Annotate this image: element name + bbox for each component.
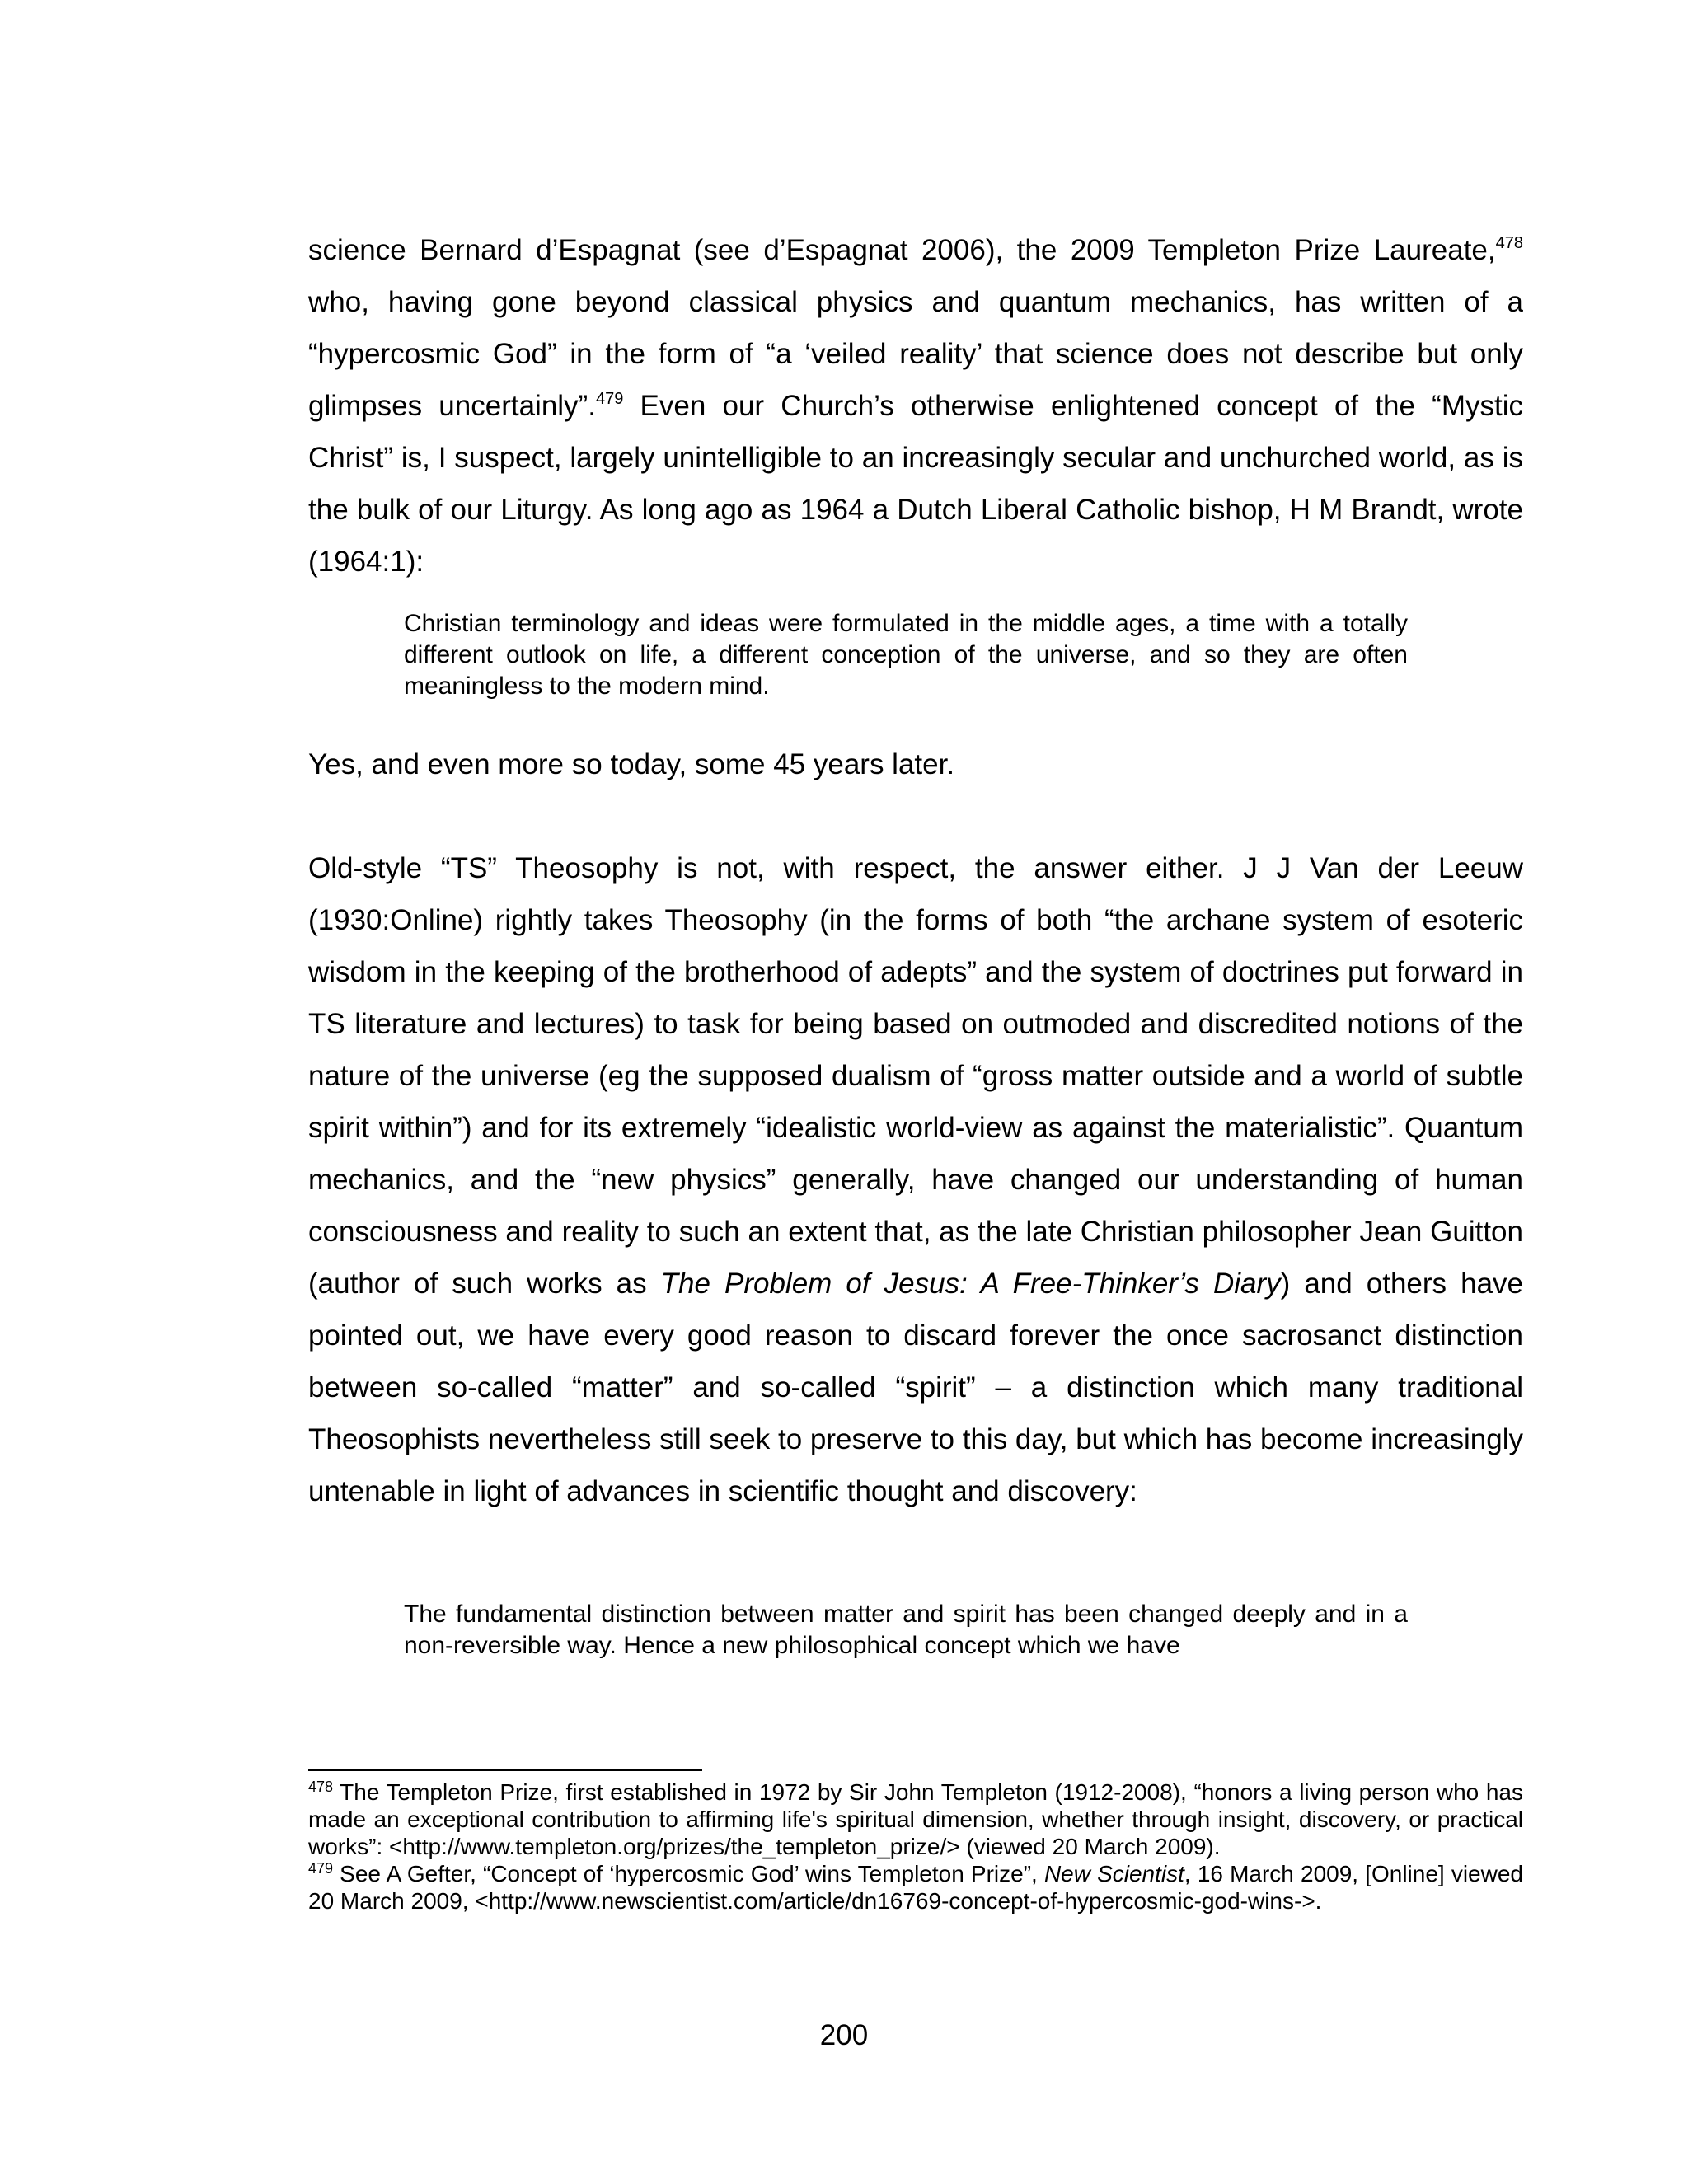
- footnote-separator: [308, 1769, 702, 1771]
- block-quote-brandt: Christian terminology and ideas were formulated in the middle ages, a time with a totally different outlook on life, a different conception of the universe, and so they are often meaningless to the modern mind.: [404, 610, 1408, 700]
- paragraph-text: who, having gone beyond classical physics and quantum mechanics, has written of a “hypercosmic God” in the form of “a ‘veiled reality’ that science does not describe but only glimpses uncertainly”.: [308, 286, 1523, 422]
- footnote-478: [308, 1779, 1523, 1860]
- paragraph-text: ) and others have pointed out, we have every good reason to discard forever the once sacrosanct distinction between so-called “matter” and so-called “spirit” – a distinction which many traditional Theosophists nevertheless still seek to preserve to this day, but which has become increasingly untenable in light of advances in scientific thought and discovery:: [308, 1268, 1524, 1507]
- body-paragraph-1: [308, 224, 1523, 588]
- footnote-reference-479[interactable]: 479: [595, 390, 624, 408]
- body-paragraph-3: [308, 842, 1523, 1517]
- footnotes-section: [308, 1779, 1523, 1915]
- body-paragraph-2: Yes, and even more so today, some 45 years later.: [308, 748, 955, 780]
- footnote-text: The Templeton Prize, first established in 1972 by Sir John Templeton (1912-2008), “honors a living person who has made an exceptional contribution to affirming life's spiritual dimension, whether through insight, discovery, or practical works”: <http://www.templeton.org/prizes/the_templeton_prize/> (viewed 20 March 2009).: [308, 1779, 1523, 1859]
- paragraph-text: Old-style “TS” Theosophy is not, with respect, the answer either. J J Van der Leeuw (1930:Online) rightly takes Theosophy (in the forms of both “the archane system of esoteric wisdom in the keeping of the brotherhood of adepts” and the system of doctrines put forward in TS literature and lectures) to task for being based on outmoded and discredited notions of the nature of the universe (eg the supposed dualism of “gross matter outside and a world of subtle spirit within”) and for its extremely “idealistic world-view as against the materialistic”. Quantum mechanics, and the “new physics” generally, have changed our understanding of human consciousness and reality to such an extent that, as the late Christian philosopher Jean Guitton (author of such works as: [308, 852, 1523, 1300]
- footnote-text: See A Gefter, “Concept of ‘hypercosmic God’ wins Templeton Prize”,: [333, 1861, 1044, 1886]
- footnote-479: [308, 1860, 1523, 1915]
- paragraph-text: science Bernard d’Espagnat (see d’Espagnat 2006), the 2009 Templeton Prize Laureate,: [308, 234, 1496, 266]
- footnote-number: 478: [308, 1779, 334, 1795]
- block-quote-guitton: The fundamental distinction between matter and spirit has been changed deeply and in a non-reversible way. Hence a new philosophical concept which we have: [404, 1601, 1408, 1659]
- footnote-text: , 16 March 2009, [Online] viewed 20 March 2009, <http://www.newscientist.com/article/dn16769-concept-of-hypercosmic-god-wins->.: [308, 1861, 1523, 1914]
- footnote-reference-478[interactable]: 478: [1495, 234, 1523, 252]
- paragraph-text: Even our Church’s otherwise enlightened concept of the “Mystic Christ” is, I suspect, largely unintelligible to an increasingly secular and unchurched world, as is the bulk of our Liturgy. As long ago as 1964 a Dutch Liberal Catholic bishop, H M Brandt, wrote (1964:1):: [308, 390, 1523, 578]
- footnote-number: 479: [308, 1860, 334, 1877]
- publication-title: New Scientist: [1043, 1861, 1184, 1886]
- page-number: 200: [819, 2019, 869, 2051]
- book-title: The Problem of Jesus: A Free-Thinker’s Diary: [660, 1268, 1281, 1300]
